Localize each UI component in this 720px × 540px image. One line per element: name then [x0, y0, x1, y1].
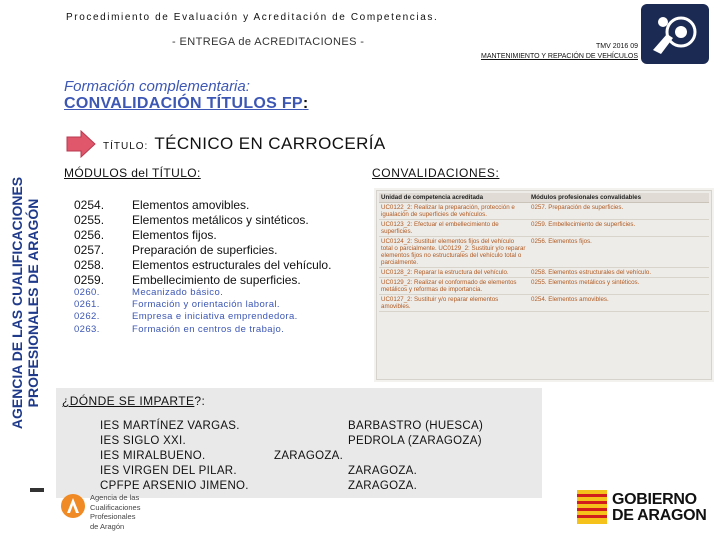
agency-name-line: Profesionales [90, 512, 136, 521]
module-code: 0256. [74, 228, 105, 242]
table-header-row [379, 193, 709, 203]
section-title-colon: : [302, 95, 309, 112]
module-code: 0255. [74, 213, 105, 227]
center-location: ZARAGOZA. [274, 450, 344, 462]
agency-vertical-band [0, 118, 50, 488]
competence-unit-cell: UC0129_2: Realizar el conformado de elementos metálicos y reformas de importancia. [379, 278, 529, 295]
list-item [74, 311, 298, 323]
module-name: Elementos estructurales del vehículo. [132, 258, 332, 272]
module-code: 0258. [74, 258, 105, 272]
government-line1: GOBIERNO [612, 491, 697, 508]
center-name: CPFPE ARSENIO JIMENO. [100, 480, 249, 492]
module-code: 0262. [74, 311, 100, 323]
modules-list [74, 198, 331, 288]
agency-vertical-line2: PROFESIONALES DE ARAGÓN [25, 198, 41, 408]
table-row [379, 203, 709, 220]
module-code: 0257. [74, 243, 105, 257]
aragon-flag-icon [575, 488, 609, 531]
competence-unit-cell: UC0123_2: Efectuar el embellecimiento de superficies. [379, 220, 529, 237]
module-name: Formación en centros de trabajo. [132, 323, 285, 335]
module-name: Empresa e iniciativa emprendedora. [132, 311, 298, 323]
government-logo-text [612, 492, 707, 524]
table-row [379, 295, 709, 312]
convalidations-heading [372, 166, 499, 180]
center-name: IES MIRALBUENO. [100, 450, 206, 462]
page-header-title [66, 12, 438, 23]
arrow-right-icon [66, 130, 96, 163]
module-code: 0260. [74, 287, 100, 298]
modules-heading-colon: : [197, 166, 201, 180]
competence-unit-cell: UC0127_2: Sustituir y/o reparar elementos amovibles. [379, 295, 529, 312]
list-item [74, 243, 331, 258]
table-header-cell: Módulos profesionales convalidables [529, 193, 709, 203]
competence-unit-cell: UC0122_2: Realizar la preparación, protección e igualación de superficies de vehículos. [379, 203, 529, 220]
convalidations-heading-colon: : [495, 166, 500, 180]
list-item [74, 273, 331, 288]
table-row [379, 268, 709, 278]
list-item [74, 287, 298, 299]
convalidations-heading-text: CONVALIDACIONES [372, 166, 496, 180]
agency-name [90, 493, 140, 531]
degree-title [103, 134, 386, 154]
agency-logo-icon [60, 493, 86, 519]
module-name: Elementos amovibles. [132, 198, 250, 212]
section-title-text: CONVALIDACIÓN TÍTULOS FP [64, 95, 303, 112]
agency-name-line: Cualificaciones [90, 502, 141, 512]
center-location: ZARAGOZA. [348, 480, 418, 492]
band-divider [30, 488, 44, 492]
convalidation-table-panel [376, 190, 712, 380]
list-item [74, 198, 331, 213]
extra-modules-list [74, 287, 298, 336]
agency-vertical-line1: AGENCIA DE LAS CUALIFICACIONES [9, 176, 25, 430]
table-row [379, 237, 709, 268]
government-line2: DE ARAGON [612, 507, 707, 524]
module-name: Mecanizado básico. [132, 287, 224, 298]
list-item [74, 228, 331, 243]
module-cell: 0259. Embellecimiento de superficies. [529, 220, 709, 237]
table-row [379, 220, 709, 237]
where-heading-text: ¿DÓNDE SE IMPARTE [62, 394, 195, 408]
degree-title-value: TÉCNICO EN CARROCERÍA [154, 134, 386, 153]
agency-name-line: de Aragón [90, 521, 125, 531]
list-item [74, 213, 331, 228]
center-name: IES SIGLO XXI. [100, 435, 187, 447]
module-cell: 0257. Preparación de superficies. [529, 203, 709, 220]
qualification-code: TMV 2016 09 [595, 43, 638, 50]
agency-name-line: Agencia de las [90, 493, 140, 502]
module-cell: 0256. Elementos fijos. [529, 237, 709, 268]
convalidation-table [379, 193, 709, 312]
qualification-description: MANTENIMIENTO Y REPACIÓN DE VEHÍCULOS [480, 53, 638, 60]
module-code: 0263. [74, 323, 100, 335]
list-item [74, 299, 298, 311]
section-subtitle: Formación complementaria: [64, 78, 250, 95]
header-title-text: Procedimiento de Evaluación y Acreditación de Competencias. [66, 12, 439, 23]
where-heading-tail: ?: [194, 394, 206, 408]
center-location: PEDROLA (ZARAGOZA) [348, 435, 482, 447]
list-item [74, 258, 331, 273]
modules-heading-text: MÓDULOS del TÍTULO [64, 166, 198, 180]
modules-heading [64, 166, 201, 180]
page-header-subtitle: - ENTREGA de ACREDITACIONES - [172, 36, 365, 48]
module-name: Elementos metálicos y sintéticos. [132, 213, 309, 227]
center-name: IES VIRGEN DEL PILAR. [100, 465, 237, 477]
center-location: BARBASTRO (HUESCA) [348, 420, 484, 432]
section-title [64, 95, 309, 113]
module-cell: 0254. Elementos amovibles. [529, 295, 709, 312]
center-location: ZARAGOZA. [348, 465, 418, 477]
module-name: Embellecimiento de superficies. [132, 273, 301, 287]
degree-title-label: TÍTULO: [103, 141, 149, 152]
list-item [74, 324, 298, 336]
center-name: IES MARTÍNEZ VARGAS. [100, 420, 240, 432]
module-cell: 0258. Elementos estructurales del vehículo. [529, 268, 709, 278]
competence-unit-cell: UC0128_2: Reparar la estructura del vehículo. [379, 268, 529, 278]
table-header-cell: Unidad de competencia acreditada [379, 193, 529, 203]
module-name: Preparación de superficies. [132, 243, 278, 257]
where-heading [62, 394, 205, 408]
module-code: 0254. [74, 198, 105, 212]
module-cell: 0255. Elementos metálicos y sintéticos. [529, 278, 709, 295]
module-name: Formación y orientación laboral. [132, 299, 280, 311]
module-name: Elementos fijos. [132, 228, 217, 242]
qualification-code-box [440, 42, 638, 62]
table-row [379, 278, 709, 295]
mechanic-emblem-icon [641, 4, 709, 64]
agency-vertical-label [9, 177, 41, 429]
module-code: 0259. [74, 273, 105, 287]
module-code: 0261. [74, 299, 100, 311]
competence-unit-cell: UC0124_2: Sustituir elementos fijos del vehículo total o parcialmente. UC0129_2: Sustituir y/o reparar elementos fijos no estructurales del vehículo total o parcialmente. [379, 237, 529, 268]
